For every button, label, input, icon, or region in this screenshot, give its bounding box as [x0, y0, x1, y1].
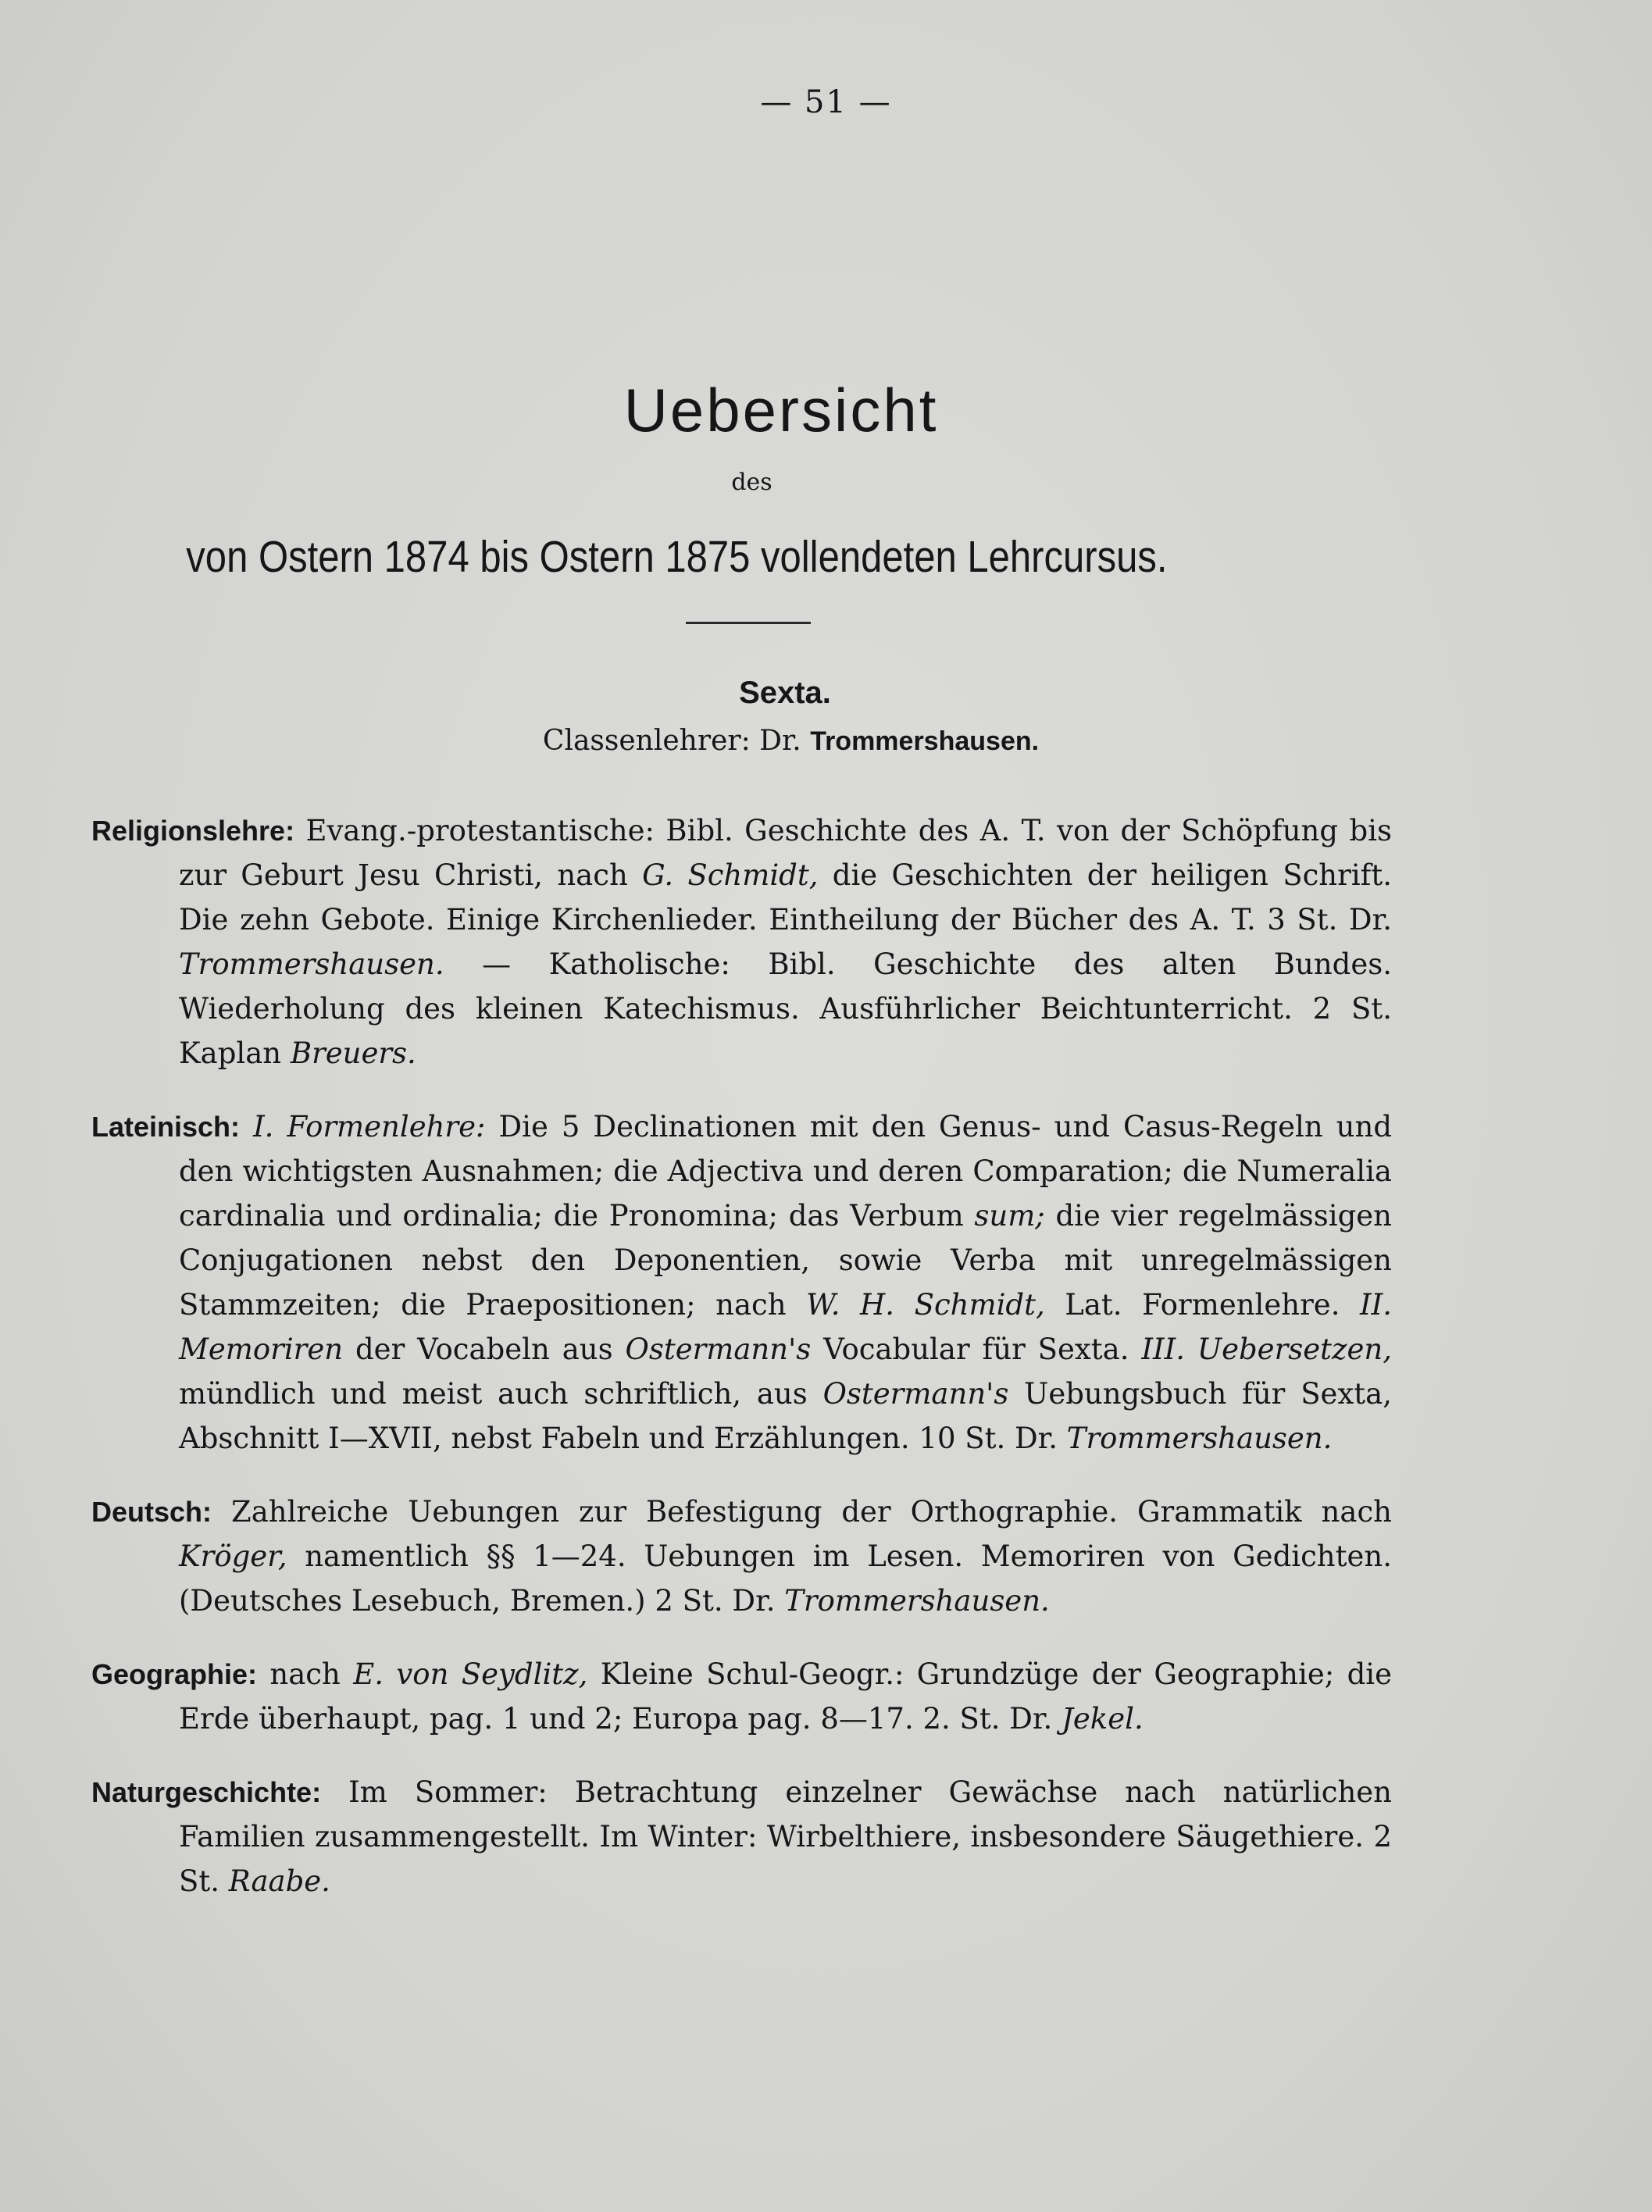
entry-text: Uebungsbuch für Sexta, Abschnitt I—XVII, nebst Fabeln und Erzählungen. 10 St. Dr.	[179, 1377, 1392, 1455]
entry-text: der Vocabeln aus	[343, 1333, 626, 1366]
entry-text	[240, 1110, 253, 1143]
entry-author: Kröger,	[179, 1539, 287, 1573]
class-teacher-line	[0, 725, 1582, 757]
entry-text: Kleine Schul-Geogr.: Grundzüge der Geographie; die Erde überhaupt, pag. 1 und 2; Europa pag. 8—17. 2. St. Dr.	[179, 1657, 1392, 1736]
entry-emphasis: I. Formenlehre:	[253, 1110, 486, 1143]
entry-text: die Geschichten der heiligen Schrift. Die zehn Gebote. Einige Kirchenlieder. Eintheilung der Bücher des A. T. 3 St. Dr.	[179, 858, 1392, 937]
entry-text: mündlich und meist auch schriftlich, aus	[179, 1377, 823, 1411]
entry-religionslehre	[91, 808, 1392, 1076]
entry-heading: Geographie:	[91, 1658, 258, 1690]
entry-emphasis: II. Memoriren	[179, 1288, 1393, 1366]
entry-teacher: Trommershausen.	[179, 947, 444, 981]
entry-lateinisch	[91, 1104, 1392, 1461]
entry-author: W. H. Schmidt,	[806, 1288, 1045, 1322]
entry-teacher: Trommershausen.	[784, 1584, 1050, 1618]
entry-teacher: Raabe.	[228, 1864, 330, 1898]
entry-emphasis: III. Uebersetzen,	[1141, 1333, 1392, 1366]
entry-teacher: Jekel.	[1061, 1702, 1144, 1736]
entry-text: nach	[257, 1657, 354, 1691]
class-teacher-label: Classenlehrer: Dr.	[542, 725, 801, 757]
entry-text: die vier regelmässigen Conjugationen nebst den Deponentien, sowie Verba mit unregelmässigen Stammzeiten; die Praepositionen; nach	[179, 1199, 1392, 1322]
title-connector: des	[731, 469, 772, 496]
entry-text: Im Sommer: Betrachtung einzelner Gewächse nach natürlichen Familien zusammengestellt. Im Winter: Wirbelthiere, insbesondere Säugethiere. 2 St.	[179, 1775, 1392, 1898]
page-title: Uebersicht	[623, 376, 939, 444]
entry-author: Ostermann's	[822, 1377, 1009, 1411]
entry-naturgeschichte	[91, 1770, 1392, 1903]
entry-teacher: Breuers.	[290, 1036, 416, 1070]
page-subtitle: von Ostern 1874 bis Ostern 1875 vollendeten Lehrcursus.	[186, 532, 1168, 582]
entry-text: Zahlreiche Uebungen zur Befestigung der Orthographie. Grammatik nach	[212, 1495, 1392, 1529]
entry-author: G. Schmidt,	[642, 858, 819, 892]
entry-teacher: Trommershausen.	[1066, 1422, 1333, 1455]
entry-text: — Katholische: Bibl. Geschichte des alten Bundes. Wiederholung des kleinen Katechismus. Ausführlicher Beichtunterricht. 2 St. Kaplan	[179, 947, 1392, 1070]
entry-heading: Religionslehre:	[91, 815, 295, 847]
entry-heading: Lateinisch:	[91, 1111, 241, 1143]
section-title: Sexta.	[739, 676, 831, 710]
entry-author: E. von Seydlitz,	[353, 1657, 588, 1691]
entry-text: namentlich §§ 1—24. Uebungen im Lesen. Memoriren von Gedichten. (Deutsches Lesebuch, Bremen.) 2 St. Dr.	[179, 1539, 1392, 1618]
curriculum-entries	[91, 780, 1392, 1903]
entry-deutsch	[91, 1490, 1392, 1623]
entry-geographie	[91, 1652, 1392, 1741]
entry-text: Vocabular für Sexta.	[811, 1333, 1142, 1366]
entry-text: Evang.-protestantische: Bibl. Geschichte des A. T. von der Schöpfung bis zur Geburt Jesu Christi, nach	[179, 814, 1392, 892]
entry-text: Die 5 Declinationen mit den Genus- und Casus-Regeln und den wichtigsten Ausnahmen; die Adjectiva und deren Comparation; die Numeralia cardinalia und ordinalia; die Pronomina; das Verbum	[179, 1110, 1393, 1233]
page-number: — 51 —	[760, 84, 892, 120]
entry-heading: Deutsch:	[91, 1496, 212, 1528]
entry-text: Lat. Formenlehre.	[1044, 1288, 1361, 1322]
class-teacher-name: Trommershausen.	[810, 726, 1040, 756]
entry-heading: Naturgeschichte:	[91, 1776, 322, 1808]
entry-author: Ostermann's	[625, 1333, 812, 1366]
divider-rule	[686, 622, 811, 624]
entry-emphasis: sum;	[974, 1199, 1045, 1233]
